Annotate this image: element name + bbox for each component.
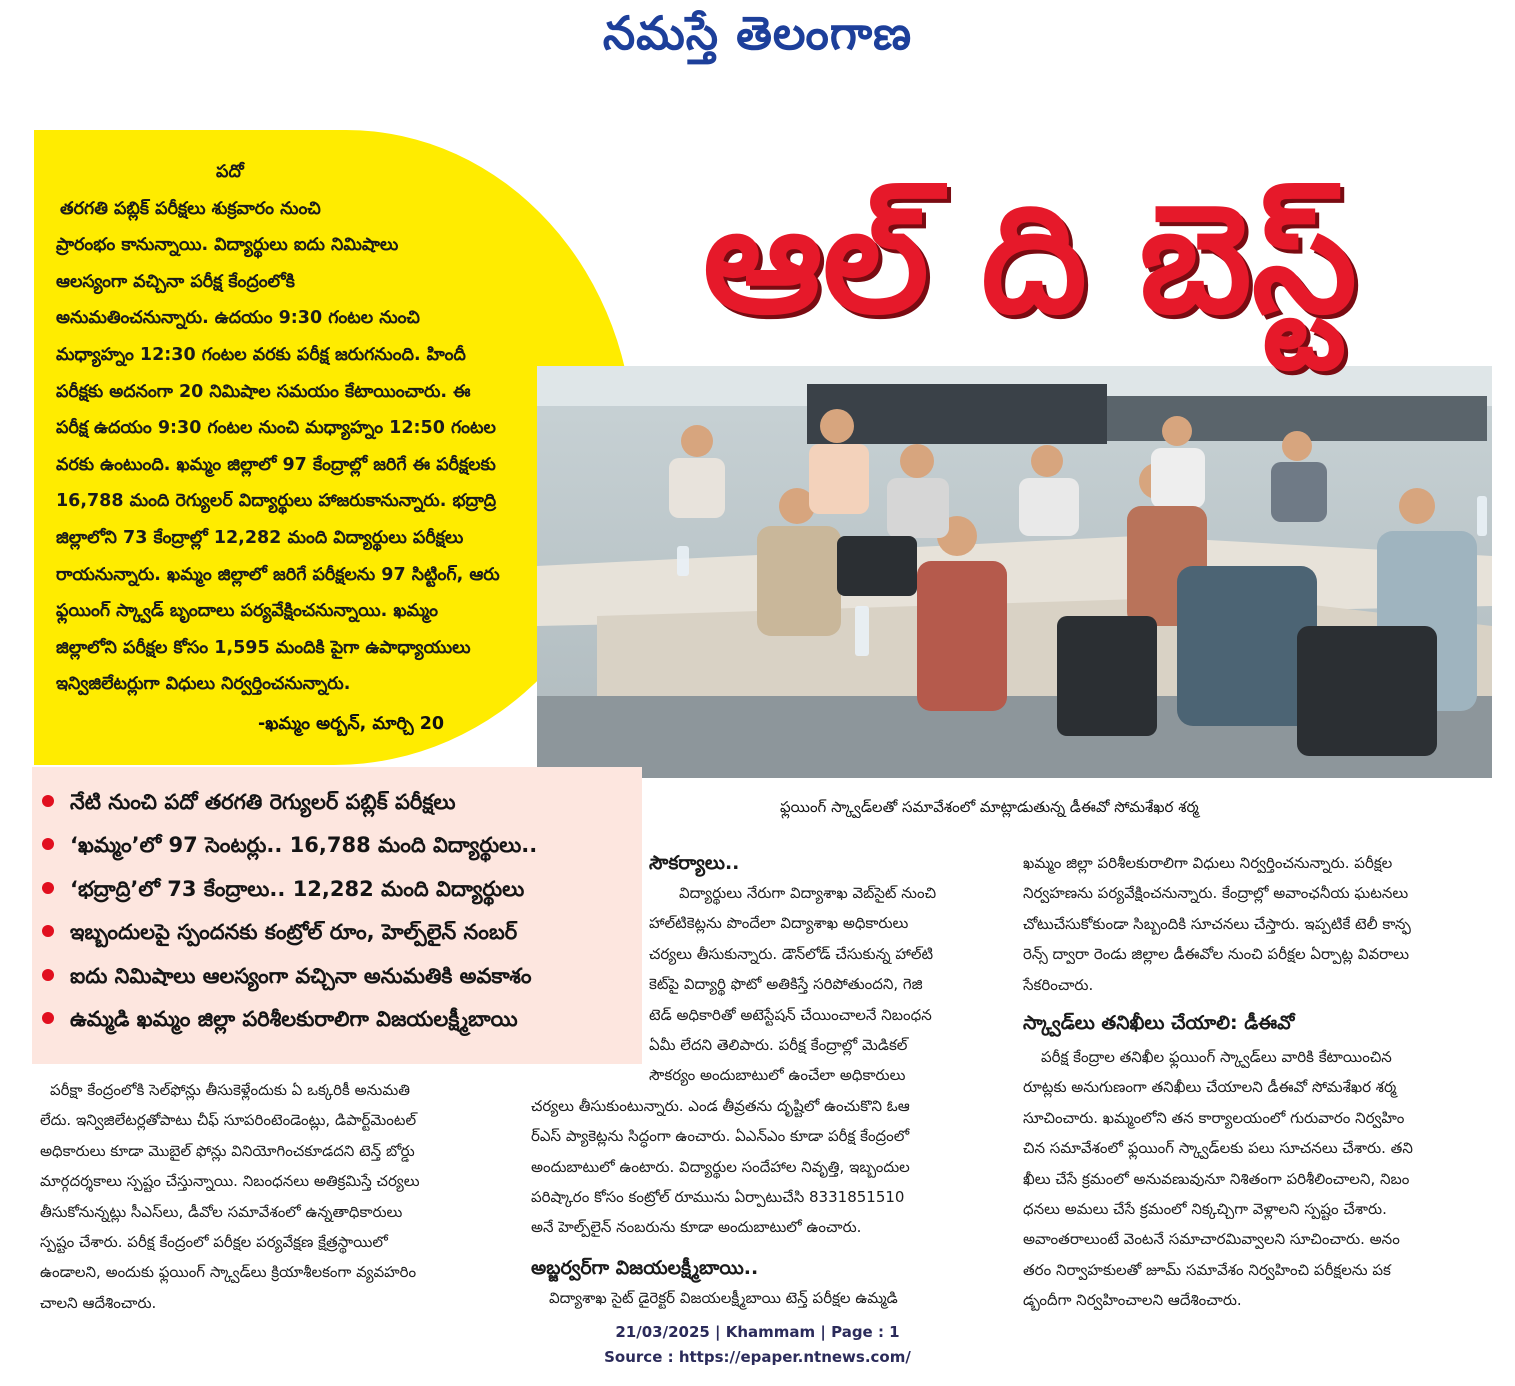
body-line: చాలని ఆదేశించారు. (40, 1293, 157, 1312)
bullet-icon (42, 882, 54, 894)
intro-line: పదో (216, 162, 244, 182)
bullet-icon (42, 838, 54, 850)
highlight-text: ఐదు నిమిషాలు ఆలస్యంగా వచ్చినా అనుమతికి అవకాశం (70, 963, 532, 988)
intro-line: వరకు ఉంటుంది. ఖమ్మం జిల్లాలో 97 కేంద్రాల్లో జరిగే ఈ పరీక్షలకు (56, 454, 496, 475)
body-line: స్పష్టం చేశారు. పరీక్ష కేంద్రంలో పరీక్షల పర్యవేక్షణ క్షేత్రస్థాయిలో (40, 1233, 388, 1252)
body-line: విద్యాశాఖ సైట్ డైరెక్టర్ విజయలక్ష్మీబాయి టెన్త్ పరీక్షల ఉమ్మడి (549, 1288, 898, 1307)
article-column-2 (531, 848, 1001, 1313)
bullet-icon (42, 925, 54, 937)
subheading-squads: స్క్వాడ్‌లు తనిఖీలు చేయాలి: డీఈవో (1023, 1012, 1295, 1035)
meeting-photo (537, 366, 1492, 778)
body-line: ర్‌ఎస్ ప్యాకెట్లను సిద్ధంగా ఉంచారు. ఏఎన్‌ఎం కూడా పరీక్ష కేంద్రంలో (531, 1127, 910, 1146)
body-line: పరీక్షా కేంద్రంలోకి సెల్‌ఫోన్లు తీసుకెళ్లేందుకు ఏ ఒక్కరికీ అనుమతి (50, 1081, 410, 1099)
subheading-observer: అబ్జర్వర్‌గా విజయలక్ష్మీబాయి.. (531, 1256, 759, 1279)
body-line: సౌకర్యం అందుబాటులో ఉంచేలా అధికారులు (649, 1066, 906, 1085)
article-column-3 (1023, 848, 1493, 1316)
body-line: మార్గదర్శకాలు స్పష్టం చేస్తున్నాయి. నిబంధనలు అతిక్రమిస్తే చర్యలు (40, 1172, 420, 1191)
body-line: సేకరించారు. (1023, 975, 1094, 994)
body-line: సూచించారు. ఖమ్మంలోని తన కార్యాలయంలో గురువారం నిర్వహిం (1023, 1108, 1405, 1127)
intro-line: పరీక్ష ఉదయం 9:30 గంటల నుంచి మధ్యాహ్నం 12:50 గంటల (56, 418, 496, 439)
intro-line: 16,788 మంది రెగ్యులర్ విద్యార్థులు హాజరుకానున్నారు. భద్రాద్రి (56, 491, 497, 512)
body-line: ఖమ్మం జిల్లా పరిశీలకురాలిగా విధులు నిర్వర్తించనున్నారు. పరీక్షల (1023, 854, 1393, 872)
body-line: విద్యార్థులు నేరుగా విద్యాశాఖ వెబ్‌సైట్ నుంచి (679, 884, 937, 902)
body-line: లేదు. ఇన్విజిలేటర్లతోపాటు చీఫ్ సూపరింటెండెంట్లు, డిపార్ట్‌మెంటల్ (40, 1111, 417, 1130)
intro-line: తరగతి పబ్లిక్ పరీక్షలు శుక్రవారం నుంచి (60, 198, 321, 219)
footer-source-link[interactable]: Source : https://epaper.ntnews.com/ (604, 1348, 911, 1366)
newspaper-logo-title: నమస్తే తెలంగాణ (602, 6, 913, 60)
highlight-text: ‘భద్రాద్రి’లో 73 కేంద్రాలు.. 12,282 మంది విద్యార్థులు (70, 876, 525, 901)
body-line: పరీక్ష కేంద్రాల తనిఖీల ఫ్లయింగ్ స్క్వాడ్‌లు వారికి కేటాయించిన (1041, 1048, 1392, 1067)
body-line: అధికారులు కూడా మొబైల్ ఫోన్లు వినియోగించకూడదని టెన్త్ బోర్డు (40, 1141, 415, 1160)
highlight-text: ‘ఖమ్మం’లో 97 సెంటర్లు.. 16,788 మంది విద్యార్థులు.. (70, 833, 538, 858)
intro-paragraph (56, 154, 616, 703)
body-line: పరిష్కారం కోసం కంట్రోల్ రూమును ఏర్పాటుచేసి 8331851510 (531, 1188, 905, 1207)
photo-caption: ఫ్లయింగ్ స్క్వాడ్‌లతో సమావేశంలో మాట్లాడుతున్న డీఈవో సోమశేఖర శర్మ (780, 798, 1199, 816)
bullet-icon (42, 969, 54, 981)
body-line: ఉండాలని, అందుకు ఫ్లయింగ్ స్క్వాడ్‌లు క్రియాశీలకంగా వ్యవహరిం (40, 1263, 417, 1282)
body-line: చోటుచేసుకోకుండా సిబ్బందికి సూచనలు చేస్తారు. ఇప్పటికే టెలీ కాన్ఫ (1023, 914, 1411, 933)
bullet-icon (42, 795, 54, 807)
body-line: ఏమీ లేదని తెలిపారు. పరీక్ష కేంద్రాల్లో మెడికల్ (649, 1036, 908, 1055)
intro-line: పరీక్షకు అదనంగా 20 నిమిషాల సమయం కేటాయించారు. ఈ (56, 381, 471, 402)
intro-line: ఫ్లయింగ్ స్క్వాడ్ బృందాలు పర్యవేక్షించనున్నాయి. ఖమ్మం (56, 601, 439, 622)
body-line: చర్యలు తీసుకుంటున్నారు. ఎండ తీవ్రతను దృష్టిలో ఉంచుకొని ఓఆ (531, 1096, 910, 1115)
intro-line: ఆలస్యంగా వచ్చినా పరీక్ష కేంద్రంలోకి (56, 271, 295, 292)
body-line: హాల్‌టికెట్లను పొందేలా విద్యాశాఖ అధికారులు (649, 914, 909, 933)
footer-date-line: 21/03/2025 | Khammam | Page : 1 (615, 1323, 900, 1341)
intro-line: ఇన్విజిలేటర్లుగా విధులు నిర్వర్తించనున్నారు. (56, 674, 351, 695)
body-line: కెట్‌పై విద్యార్థి ఫొటో అతికిస్తే సరిపోతుందని, గెజి (649, 975, 923, 994)
body-line: నిర్వహణను పర్యవేక్షించనున్నారు. కేంద్రాల్లో అవాంఛనీయ ఘటనలు (1023, 884, 1409, 903)
intro-line: అనుమతించనున్నారు. ఉదయం 9:30 గంటల నుంచి (56, 308, 420, 329)
body-line: తీసుకోనున్నట్లు సీఎస్‌లు, డీవోల సమావేశంలో ఉన్నతాధికారులు (40, 1202, 403, 1221)
subheading-facilities: సౌకర్యాలు.. (649, 852, 740, 874)
body-line: టెడ్ అధికారితో అటెస్టేషన్ చేయించాలనే నిబంధన (649, 1005, 932, 1024)
body-line: ఖీలు చేసే క్రమంలో అనువణువునూ నిశితంగా పరిశీలించాలని, నిబం (1023, 1169, 1410, 1188)
body-line: రెన్స్ ద్వారా రెండు జిల్లాల డీఈవోల నుంచి పరీక్షల ఏర్పాట్ల వివరాలు (1023, 945, 1410, 964)
intro-dateline: -ఖమ్మం అర్బన్, మార్చి 20 (258, 714, 445, 734)
meeting-photo-illustration (537, 366, 1492, 778)
intro-line: ప్రారంభం కానున్నాయి. విద్యార్థులు ఐదు నిమిషాలు (56, 235, 399, 256)
body-line: చర్యలు తీసుకున్నారు. డౌన్‌లోడ్ చేసుకున్న హాల్‌టి (649, 944, 934, 963)
intro-line: రాయనున్నారు. ఖమ్మం జిల్లాలో జరిగే పరీక్షలను 97 సిట్టింగ్, ఆరు (56, 564, 500, 585)
highlight-text: నేటి నుంచి పదో తరగతి రెగ్యులర్ పబ్లిక్ పరీక్షలు (70, 790, 456, 814)
body-line: ధనలు అమలు చేసే క్రమంలో నిక్కచ్చిగా వెళ్లాలని స్పష్టం చేశారు. (1023, 1200, 1387, 1219)
highlight-item (40, 781, 642, 824)
body-line: అవాంతరాలుంటే వెంటనే సమాచారమివ్వాలని సూచించారు. అనం (1023, 1230, 1400, 1249)
body-line: అందుబాటులో ఉంటారు. విద్యార్థుల సందేహాల నివృత్తి, ఇబ్బందుల (531, 1157, 910, 1176)
intro-line: జిల్లాలోని పరీక్షల కోసం 1,595 మందికి పైగా ఉపాధ్యాయులు (56, 637, 471, 658)
body-line: చిన సమావేశంలో ఫ్లయింగ్ స్క్వాడ్‌లకు పలు సూచనలు చేశారు. తని (1023, 1139, 1413, 1158)
masthead (0, 0, 1515, 90)
body-line: అనే హెల్ప్‌లైన్ నంబరును కూడా అందుబాటులో ఉంచారు. (531, 1218, 862, 1237)
body-line: డ్బందీగా నిర్వహించాలని ఆదేశించారు. (1023, 1291, 1242, 1310)
headline: ఆల్ ది బెస్ట్ (702, 173, 1358, 347)
highlight-text: ఉమ్మడి ఖమ్మం జిల్లా పరిశీలకురాలిగా విజయలక్ష్మీబాయి (70, 1007, 518, 1032)
body-line: తరం నిర్వాహకులతో జూమ్ సమావేశం నిర్వహించి పరీక్షలను పక (1023, 1260, 1391, 1279)
body-line: రూట్లకు అనుగుణంగా తనిఖీలు చేయాలని డీఈవో సోమశేఖర శర్మ (1023, 1078, 1397, 1097)
bullet-icon (42, 1012, 54, 1024)
intro-line: జిల్లాలోని 73 కేంద్రాల్లో 12,282 మంది విద్యార్థులు పరీక్షలు (56, 527, 464, 548)
highlight-text: ఇబ్బందులపై స్పందనకు కంట్రోల్ రూం, హెల్ప్‌లైన్ నంబర్ (70, 920, 518, 945)
article-column-1 (40, 1075, 510, 1318)
intro-line: మధ్యాహ్నం 12:30 గంటల వరకు పరీక్ష జరుగనుంది. హిందీ (56, 344, 466, 365)
